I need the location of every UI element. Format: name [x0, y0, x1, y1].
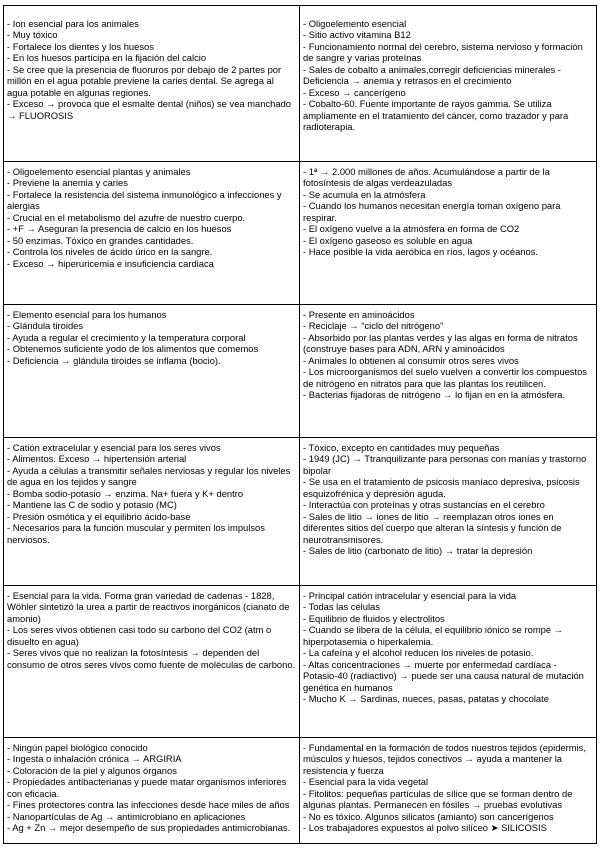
bullet-line: - En los huesos participa en la fijación del calcio [7, 52, 207, 64]
bullet-line: - Seres vivos que no realizan la fotosíntesis → dependen del consumo de otros seres vivos como fuente de moléculas de carbono. [7, 647, 296, 670]
bullet-line: - Controla los niveles de ácido úrico en la sangre. [7, 246, 213, 258]
bullet-line: - Los trabajadores expuestos al polvo silíceo ➤ SILICOSIS [303, 822, 547, 834]
bullet-line: - El oxígeno vuelve a la atmósfera en forma de CO2 [303, 223, 520, 235]
bullet-line: - Equilibrio de fluidos y electrolitos [303, 612, 445, 624]
left-cell [4, 162, 300, 305]
bullet-line: - Mantiene las C de sodio y potasio (MC) [7, 499, 177, 511]
bullet-line: - Exceso → hiperuricemia e insuficiencia cardiaca [7, 257, 214, 269]
bullet-line: - Esencial para la vida vegetal [303, 776, 429, 788]
bullet-line: - Sales de litio → iones de litio → reemplazan otros iones en diferentes sitios del cuerpo que alteran la síntesis y función de neurotransmisores. [303, 510, 562, 545]
bullet-line: - Absorbido por las plantas verdes y las algas en forma de nitratos (construye bases para ADN, ARN y aminoácidos [303, 331, 578, 355]
bullet-line: - Presente en aminoácidos [303, 309, 415, 320]
bullet-line: - Fines protectores contra las infecciones desde hace miles de años [7, 799, 290, 811]
left-cell [4, 6, 300, 162]
left-cell [4, 738, 300, 844]
bullet-line: - Sales de cobalto a animales,corregir deficiencias minerales - Deficiencia → anemia y retrasos en el crecimiento [303, 63, 561, 87]
bullet-line: - Interactúa con proteínas y otras sustancias en el cerebro [303, 499, 545, 511]
bullet-line: - Mucho K → Sardinas, nueces, pasas, patatas y chocolate [303, 693, 549, 705]
bullet-line: - Todas las células [303, 601, 380, 613]
bullet-line: - Catión extracelular y esencial para los seres vivos [7, 442, 221, 453]
bullet-line: - Ayuda a células a transmitir señales nerviosas y regular los niveles de agua en los tejidos y sangre [7, 464, 291, 488]
bullet-line: - Presión osmótica y el equilibrio ácido-base [7, 510, 191, 522]
table-row [4, 6, 597, 162]
bullet-line: - Alimentos. Exceso → hipertensión arterial [7, 453, 187, 465]
bullet-line: - Tóxico, excepto en cantidades muy pequeñas [303, 442, 500, 453]
bullet-line: - Ag + Zn → mejor desempeño de sus propiedades antimicrobianas. [7, 822, 291, 834]
table-row [4, 305, 597, 438]
bullet-line: - La cafeína y el alcohol reducen los niveles de potasio. [303, 647, 534, 659]
bullet-line: - Previene la anemia y caries [7, 177, 128, 189]
elements-table [3, 5, 597, 844]
right-cell [300, 6, 597, 162]
right-cell [300, 738, 597, 844]
bullet-line: - Se usa en el tratamiento de psicosis maníaco depresiva, psicosis esquizofrénica y depresión aguda. [303, 476, 580, 499]
bullet-line: - Los seres vivos obtienen casi todo su carbono del CO2 (atm o disuelto en agua) [7, 624, 272, 647]
right-cell [300, 162, 597, 305]
bullet-line: - Fitolitos: pequeñas partículas de sílice que se forman dentro de algunas plantas. Permanecen en fósiles → pruebas evolutivas [303, 787, 573, 811]
bullet-line: - Se cree que la presencia de fluoruros por debajo de 2 partes por millón en el agua potable previene la caries dental. Se agrega al agua potable en algunas regiones. [7, 63, 282, 98]
bullet-line: - Ion esencial para los animales [7, 18, 139, 29]
right-cell [300, 586, 597, 738]
bullet-line: - Necesarios para la función muscular y permiten los impulsos nerviosos. [7, 522, 265, 545]
bullet-line: - El oxígeno gaseoso es soluble en agua [303, 234, 473, 246]
bullet-line: - 1ª → 2.000 millones de años. Acumulándose a partir de la fotosíntesis de algas verdeazuladas [303, 166, 550, 189]
left-cell [4, 438, 300, 586]
bullet-line: - Fundamental en la formación de todos nuestros tejidos (epidermis, músculos y huesos, tejidos conectivos → ayuda a mantener la resistencia y fuerza [303, 742, 586, 776]
table-row [4, 738, 597, 844]
bullet-line: - Fortalece la resistencia del sistema inmunológico a infecciones y alergias [7, 188, 282, 212]
bullet-line: - Oligoelemento esencial plantas y animales [7, 166, 191, 177]
bullet-line: - Propiedades antibacterianas y puede matar organismos inferiores con eficacia. [7, 776, 287, 799]
left-cell [4, 305, 300, 438]
right-cell [300, 438, 597, 586]
left-cell [4, 586, 300, 738]
bullet-line: - Esencial para la vida. Forma gran variedad de cadenas - 1828, Wöhler sintetizó la urea a partir de reactivos inorgánicos (cianato de amonio) [7, 590, 290, 624]
bullet-line: - 1949 (JC) → Ttranquilizante para personas con manías y trastorno bipolar [303, 453, 587, 476]
bullet-line: - Crucial en el metabolismo del azufre de nuestro cuerpo. [7, 211, 246, 223]
bullet-line: - Exceso → cancerígeno [303, 86, 406, 98]
table-row [4, 162, 597, 305]
table-body [4, 6, 597, 844]
bullet-line: - Cuando los humanos necesitan energía toman oxígeno para respirar. [303, 200, 561, 223]
bullet-line: - Los microorganismos del suelo vuelven a convertir los compuestos de nitrógeno en nitratos para que las plantas los reutilicen. [303, 366, 587, 389]
bullet-line: - Principal catión intracelular y esencial para la vida [303, 590, 517, 601]
bullet-line: - Ayuda a regular el crecimiento y la temperatura corporal [7, 331, 246, 343]
bullet-line: - Sales de litio (carbonato de litio) → tratar la depresión [303, 545, 533, 557]
bullet-line: - Bomba sodio-potasio → enzima. Na+ fuera y K+ dentro [7, 487, 244, 499]
bullet-line: - Obtenemos suficiente yodo de los alimentos que comemos [7, 343, 259, 355]
bullet-line: - Animales lo obtienen al consumir otros seres vivos [303, 354, 519, 366]
bullet-line: - Oligoelemento esencial [303, 18, 407, 29]
bullet-line: - Hace posible la vida aeróbica en ríos, lagos y océanos. [303, 246, 539, 258]
table-row [4, 586, 597, 738]
bullet-line: - Muy tóxico [7, 29, 58, 41]
bullet-line: - Nanopartículas de Ag → antimicrobiano en aplicaciones [7, 810, 246, 822]
bullet-line: - Altas concentraciones → muerte por enfermedad cardíaca - Potasio-40 (radiactivo) → puede ser una causa natural de mutación genética en humanos [303, 658, 584, 693]
bullet-line: - Elemento esencial para los humanos [7, 309, 167, 320]
table-row [4, 438, 597, 586]
bullet-line: - Exceso → provoca que el esmalte dental (niños) se vea manchado → FLUOROSIS [7, 98, 292, 121]
bullet-line: - Se acumula en la atmósfera [303, 188, 426, 200]
bullet-line: - Coloración de la piel y algunos órganos [7, 764, 177, 776]
bullet-line: - Sitio activo vitamina B12 [303, 29, 411, 41]
bullet-line: - Ingesta o inhalación crónica → ARGIRIA [7, 753, 182, 765]
right-cell [300, 305, 597, 438]
bullet-line: - Bacterias fijadoras de nitrógeno → lo fijan en en la atmósfera. [303, 389, 566, 401]
bullet-line: - Glándula tiroides [7, 320, 84, 332]
bullet-line: - +F → Aseguran la presencia de calcio en los huesos [7, 223, 232, 235]
bullet-line: - Cuando se libera de la célula, el equilibrio iónico se rompe → hiperpotasemia o hiperkalemia. [303, 624, 564, 647]
bullet-line: - Deficiencia → glándula tiroides se inflama (bocio). [7, 354, 221, 366]
bullet-line: - No es tóxico. Algunos silicatos (amianto) son cancerígenos [303, 810, 554, 822]
bullet-line: - Reciclaje → “ciclo del nitrógeno” [303, 320, 444, 332]
bullet-line: - Fortalece los dientes y los huesos [7, 40, 154, 52]
bullet-line: - Ningún papel biológico conocido [7, 742, 148, 753]
bullet-line: - Cobalto-60. Fuente importante de rayos gamma. Se utiliza ampliamente en el tratamiento del cáncer, como trazador y para radioterapia. [303, 98, 569, 133]
bullet-line: - 50 enzimas. Tóxico en grandes cantidades. [7, 234, 194, 246]
bullet-line: - Funcionamiento normal del cerebro, sistema nervioso y formación de sangre y varias proteínas [303, 40, 583, 64]
